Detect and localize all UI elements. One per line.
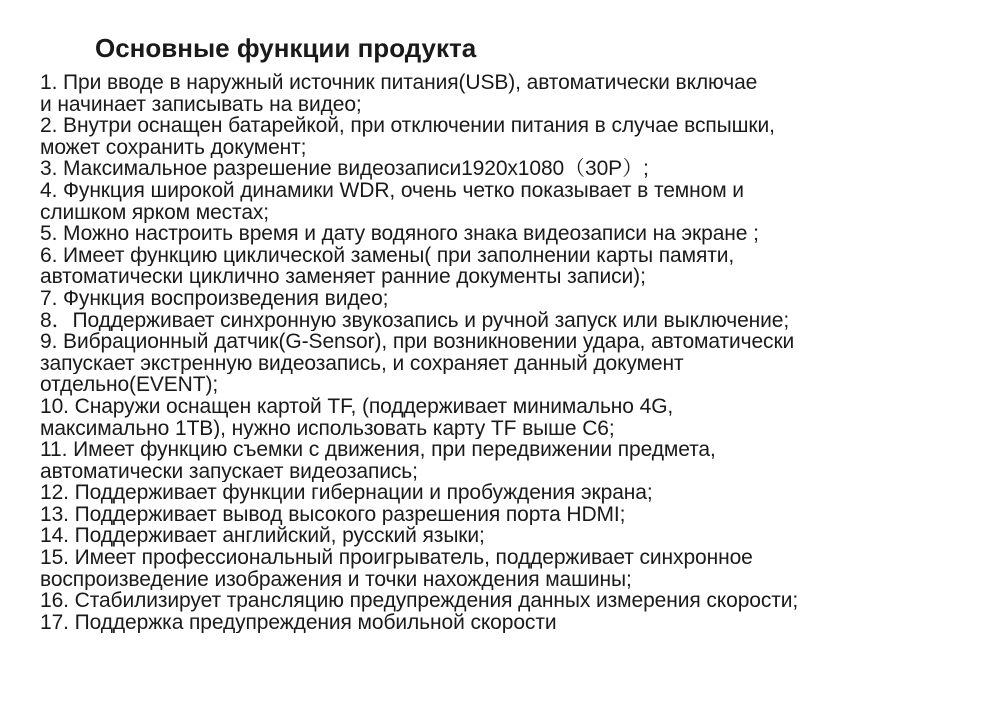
feature-line: 8．Поддерживает синхронную звукозапись и ручной запуск или выключение;	[40, 309, 790, 332]
feature-line: 6. Имеет функцию циклической замены( при заполнении карты памяти,	[40, 244, 735, 267]
feature-item	[40, 482, 955, 504]
feature-item	[40, 525, 955, 547]
page-title: Основные функции продукта	[95, 33, 477, 63]
feature-item	[40, 612, 955, 634]
feature-line: 14. Поддерживает английский, русский языки;	[40, 525, 485, 548]
feature-item	[40, 396, 955, 439]
feature-list	[40, 72, 955, 633]
feature-line: 13. Поддерживает вывод высокого разрешения порта HDMI;	[40, 503, 626, 526]
feature-line: и начинает записывать на видео;	[40, 93, 362, 116]
feature-line: запускает экстренную видеозапись, и сохраняет данный документ	[40, 352, 684, 375]
feature-line: может сохранить документ;	[40, 136, 307, 159]
feature-line: 1. При вводе в наружный источник питания(USB), автоматически включае	[40, 72, 758, 94]
feature-line: автоматически запускает видеозапись;	[40, 460, 418, 483]
feature-line: 17. Поддержка предупреждения мобильной скорости	[40, 611, 557, 634]
feature-line: 15. Имеет профессиональный проигрыватель, поддерживает синхронное	[40, 547, 753, 569]
feature-line: 16. Стабилизирует трансляцию предупреждения данных измерения скорости;	[40, 590, 799, 612]
feature-item	[40, 180, 955, 223]
feature-line: 12. Поддерживает функции гибернации и пробуждения экрана;	[40, 482, 653, 504]
feature-line: слишком ярком местах;	[40, 201, 270, 224]
feature-line: 3. Максимальное разрешение видеозаписи1920x1080（30P）;	[40, 158, 649, 180]
feature-line: 4. Функция широкой динамики WDR, очень четко показывает в темном и	[40, 179, 744, 202]
feature-line: 5. Можно настроить время и дату водяного знака видеозаписи на экране ;	[40, 223, 759, 245]
feature-line: 2. Внутри оснащен батарейкой, при отключении питания в случае вспышки,	[40, 115, 775, 137]
feature-item	[40, 504, 955, 526]
feature-item	[40, 331, 955, 396]
feature-line: 9. Вибрационный датчик(G-Sensor), при возникновении удара, автоматически	[40, 331, 795, 353]
feature-item	[40, 115, 955, 158]
feature-line: максимально 1TB), нужно использовать карту TF выше C6;	[40, 417, 615, 440]
feature-item	[40, 223, 955, 245]
feature-item	[40, 547, 955, 590]
feature-item	[40, 310, 955, 332]
feature-line: автоматически циклично заменяет ранние документы записи);	[40, 266, 646, 288]
feature-item	[40, 439, 955, 482]
feature-item	[40, 288, 955, 310]
feature-item	[40, 72, 955, 115]
feature-item	[40, 590, 955, 612]
feature-line: 11. Имеет функцию съемки с движения, при передвижении предмета,	[40, 439, 716, 461]
feature-line: 10. Снаружи оснащен картой TF, (поддерживает минимально 4G,	[40, 395, 674, 418]
feature-line: 7. Функция воспроизведения видео;	[40, 287, 389, 310]
feature-line: воспроизведение изображения и точки нахождения машины;	[40, 568, 632, 591]
feature-line: отдельно(EVENT);	[40, 374, 219, 396]
feature-item	[40, 245, 955, 288]
feature-item	[40, 158, 955, 180]
